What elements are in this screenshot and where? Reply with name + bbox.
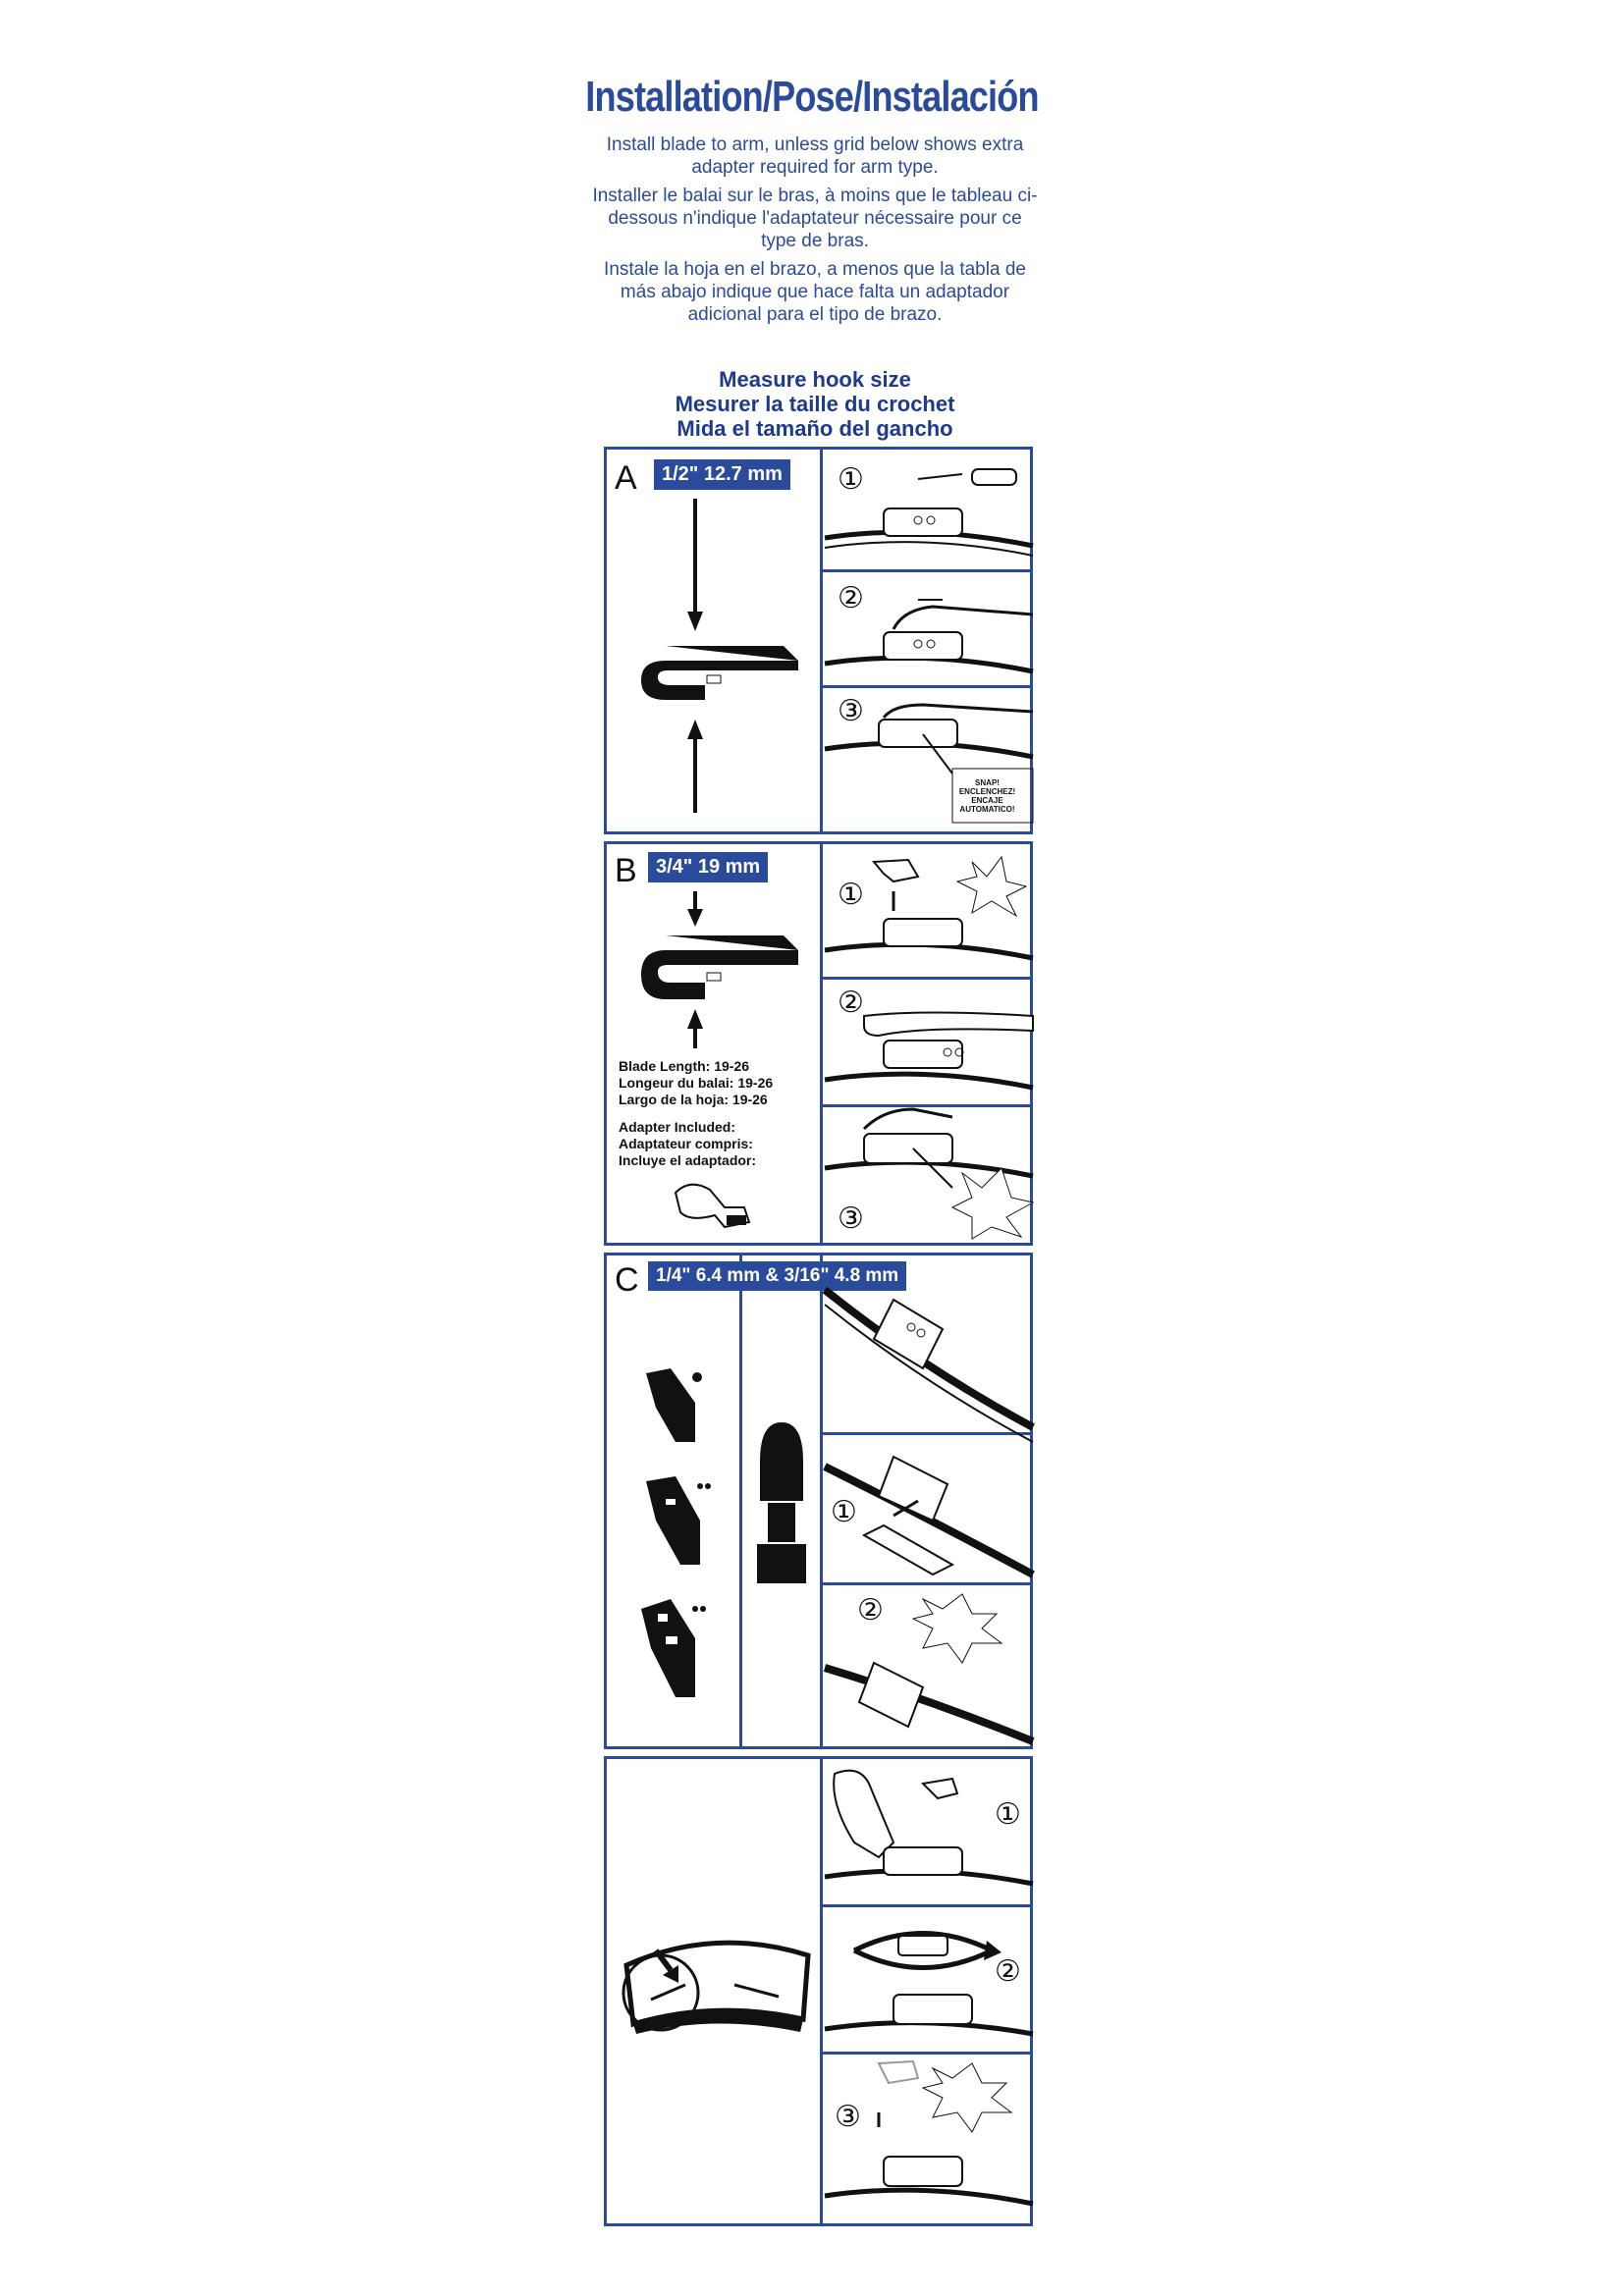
- panel-a-divider: [820, 450, 823, 831]
- panel-b-row-divider: [823, 1104, 1033, 1107]
- wiper-step-d1: [825, 1764, 1033, 1901]
- snap-line: SNAP!: [975, 778, 1000, 787]
- wiper-step-c0: [825, 1260, 1033, 1429]
- adapter-icon: [666, 1178, 764, 1237]
- panel-d-step-1: ①: [995, 1798, 1021, 1831]
- panel-b-row-divider: [823, 977, 1033, 980]
- intro-es: Instale la hoja en el brazo, a menos que la tabla de más abajo indique que hace falta un adaptador adicional para el tipo de brazo.: [604, 259, 1026, 325]
- snap-line: ENCAJE: [971, 796, 1003, 805]
- blade-length-fr: Longeur du balai: 19-26: [619, 1075, 774, 1091]
- panel-b-divider: [820, 844, 823, 1243]
- panel-b-step-1: ①: [838, 879, 864, 911]
- panel-c-divider-2: [820, 1255, 823, 1746]
- panel-d-row-divider: [823, 2052, 1033, 2055]
- measure-es: Mida el tamaño del gancho: [677, 416, 953, 441]
- panel-c-size-badge: 1/4" 6.4 mm & 3/16" 4.8 mm: [648, 1261, 906, 1291]
- intro-en: Install blade to arm, unless grid below shows extra adapter required for arm type.: [606, 134, 1024, 178]
- measure-heading: [589, 367, 1041, 441]
- panel-c-row-divider: [823, 1582, 1033, 1585]
- wiper-step-c2: [825, 1589, 1033, 1746]
- intro-text: [589, 133, 1041, 332]
- panel-d-step-3: ③: [835, 2101, 861, 2133]
- panel-a-step-3: ③: [838, 695, 864, 727]
- hook-diagram-b: [626, 891, 813, 1068]
- intro-fr: Installer le balai sur le bras, à moins que le tableau ci-dessous n'indique l'adaptateur nécessaire pour ce type de bras.: [592, 186, 1038, 251]
- panel-c-letter: C: [615, 1261, 639, 1299]
- panel-b: [604, 841, 1033, 1246]
- snap-label-a: [950, 778, 1024, 814]
- panel-a: [604, 447, 1033, 834]
- hook-diagram-a: [626, 499, 813, 813]
- blade-length-info: [619, 1058, 773, 1108]
- page-title: Installation/Pose/Instalación: [585, 73, 1039, 121]
- measure-en: Measure hook size: [719, 367, 911, 392]
- panel-b-letter: B: [615, 852, 637, 889]
- pin-icon: [752, 1422, 811, 1609]
- snap-line: ENCLENCHEZ!: [958, 787, 1016, 796]
- panel-d-step-2: ②: [995, 1955, 1021, 1988]
- panel-d-divider: [820, 1759, 823, 2223]
- panel-c-step-2: ②: [857, 1594, 884, 1627]
- panel-b-step-3: ③: [838, 1202, 864, 1235]
- snap-line: AUTOMATICO!: [959, 805, 1015, 814]
- wiper-step-d3: [825, 2058, 1033, 2220]
- panel-a-step-2: ②: [838, 582, 864, 614]
- adapter-info: [619, 1119, 756, 1169]
- panel-a-letter: A: [615, 459, 637, 497]
- panel-c: [604, 1253, 1033, 1749]
- panel-c-row-divider: [823, 1432, 1033, 1435]
- adapter-en: Adapter Included:: [619, 1119, 736, 1135]
- blade-length-en: Blade Length: 19-26: [619, 1058, 750, 1074]
- panel-a-row-divider: [823, 569, 1033, 572]
- panel-d-row-divider: [823, 1904, 1033, 1907]
- panel-c-divider-1: [739, 1255, 742, 1746]
- wiper-step-a2: [825, 585, 1033, 683]
- panel-a-step-1: ①: [838, 463, 864, 496]
- panel-c-step-1: ①: [831, 1496, 857, 1528]
- arm-types-diagram: [636, 1363, 734, 1736]
- panel-b-size-badge: 3/4" 19 mm: [648, 852, 768, 882]
- panel-a-size-badge: 1/2" 12.7 mm: [654, 459, 790, 490]
- blade-length-es: Largo de la hoja: 19-26: [619, 1092, 768, 1107]
- wiper-step-b1: [825, 852, 1033, 975]
- adapter-fr: Adaptateur compris:: [619, 1136, 753, 1151]
- measure-fr: Mesurer la taille du crochet: [675, 392, 955, 416]
- panel-a-row-divider: [823, 685, 1033, 688]
- windshield-diagram: [622, 1926, 813, 2034]
- wiper-step-c1: [825, 1437, 1033, 1579]
- wiper-step-a1: [825, 469, 1033, 567]
- wiper-step-b2: [825, 982, 1033, 1099]
- panel-b-step-2: ②: [838, 987, 864, 1019]
- adapter-es: Incluye el adaptador:: [619, 1152, 757, 1168]
- panel-d: [604, 1756, 1033, 2226]
